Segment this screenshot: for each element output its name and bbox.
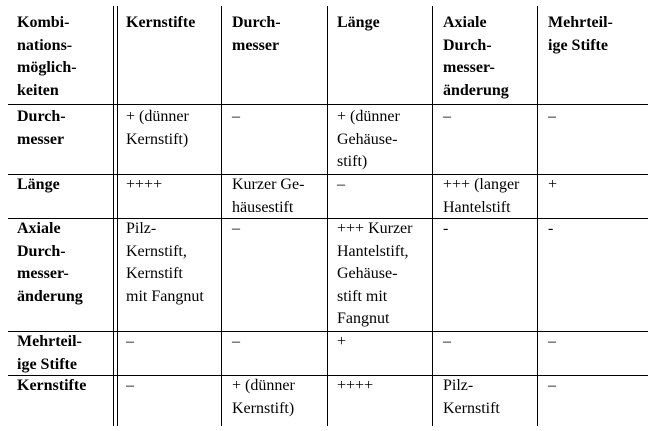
- table-cell: –: [232, 220, 240, 237]
- row-label-kernstifte: Kernstifte: [17, 377, 87, 394]
- header-col-mehrteilige-stifte: Mehrteil- ige Stifte: [548, 14, 613, 54]
- table-cell: +++ Kurzer Hantelstift, Gehäuse- stift mit Fangnut: [337, 220, 413, 327]
- header-col-laenge: Länge: [337, 14, 380, 31]
- table-divider: [221, 6, 222, 426]
- table-divider: [432, 6, 433, 426]
- header-col-kernstifte: Kernstifte: [126, 14, 196, 31]
- row-label-laenge: Länge: [17, 176, 60, 193]
- table-cell: –: [126, 333, 134, 350]
- table-cell: + (dünner Kernstift): [126, 108, 189, 148]
- table-divider-double-right: [117, 6, 118, 426]
- table-cell: Pilz- Kernstift, Kernstift mit Fangnut: [126, 220, 204, 305]
- table-cell: –: [232, 333, 240, 350]
- table-cell: -: [443, 220, 449, 237]
- table-cell: -: [548, 220, 554, 237]
- table-divider-double-left: [113, 6, 114, 426]
- table-cell: –: [337, 176, 345, 193]
- header-col-axiale-durchmesseraenderung: Axiale Durch- messer- änderung: [443, 14, 509, 99]
- header-col-durchmesser: Durch- messer: [232, 14, 281, 54]
- table-cell: –: [443, 108, 451, 125]
- table-cell: ++++: [126, 176, 163, 193]
- table-cell: –: [443, 333, 451, 350]
- header-corner: Kombi- nations- möglich- keiten: [17, 14, 77, 99]
- row-label-axiale-durchmesseraenderung: Axiale Durch- messer- änderung: [17, 220, 83, 305]
- table-cell: Kurzer Ge- häusestift: [232, 176, 305, 216]
- table-cell: Pilz- Kernstift: [443, 377, 500, 417]
- table-divider: [537, 6, 538, 426]
- table-cell: –: [232, 108, 240, 125]
- row-label-mehrteilige-stifte: Mehrteil- ige Stifte: [17, 333, 82, 373]
- table-cell: +: [548, 176, 558, 193]
- table-cell: –: [548, 333, 556, 350]
- table-cell: + (dünner Gehäuse- stift): [337, 108, 400, 170]
- table-cell: +++ (langer Hantelstift: [443, 176, 520, 216]
- table-cell: ++++: [337, 377, 374, 394]
- table-cell: –: [126, 377, 134, 394]
- table-cell: –: [548, 108, 556, 125]
- row-label-durchmesser: Durch- messer: [17, 108, 66, 148]
- row-divider: [8, 104, 648, 105]
- table-cell: + (dünner Kernstift): [232, 377, 295, 417]
- table-cell: –: [548, 377, 556, 394]
- table-divider: [327, 6, 328, 426]
- table-cell: +: [337, 333, 347, 350]
